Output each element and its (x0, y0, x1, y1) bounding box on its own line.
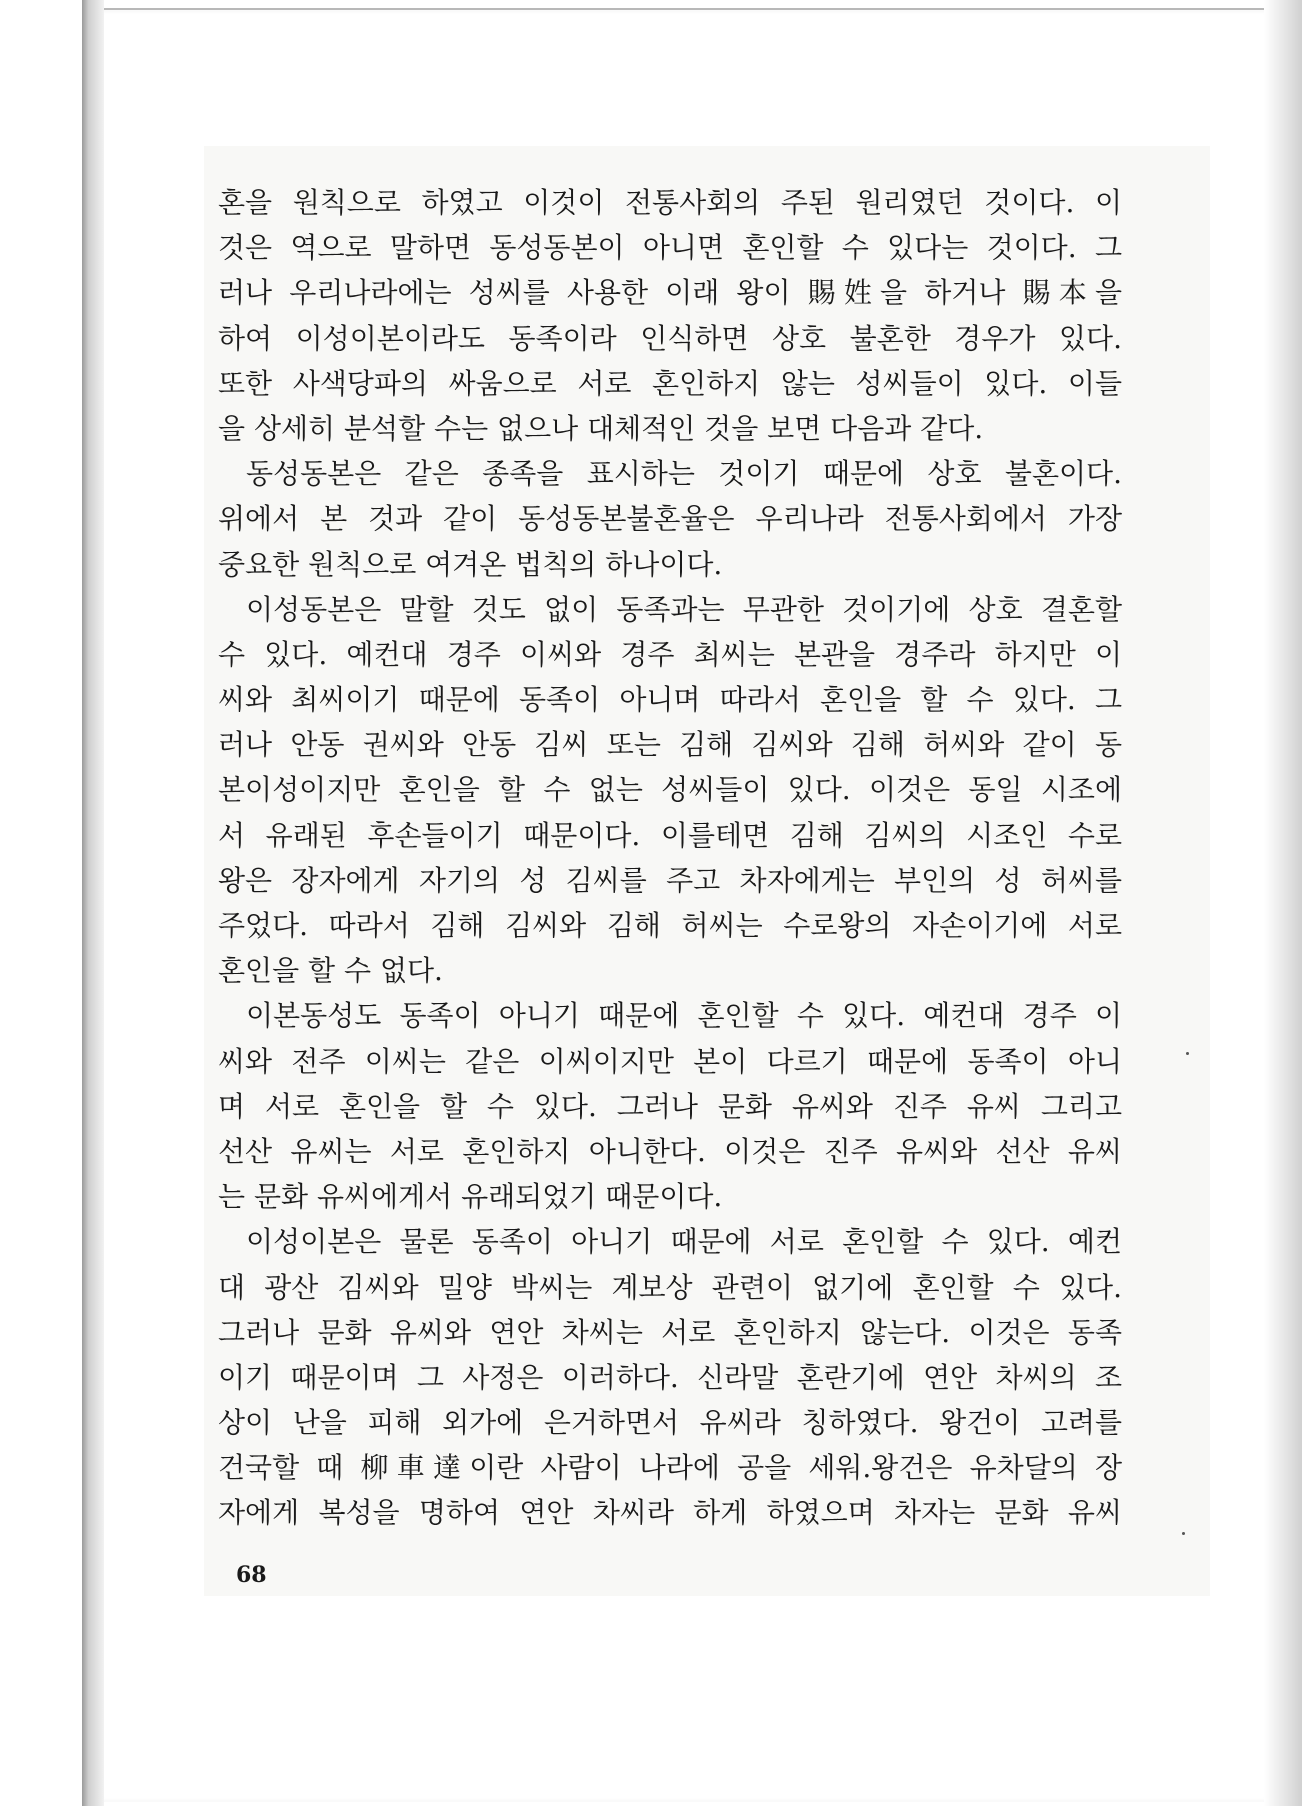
text-line: 또한 사색당파의 싸움으로 서로 혼인하지 않는 성씨들이 있다. 이들 (218, 366, 1122, 400)
text-line: 러나 안동 권씨와 안동 김씨 또는 김해 김씨와 김해 허씨와 같이 동 (218, 728, 1122, 762)
text-line: 주었다. 따라서 김해 김씨와 김해 허씨는 수로왕의 자손이기에 서로 (218, 909, 1122, 942)
text-line: 그러나 문화 유씨와 연안 차씨는 서로 혼인하지 않는다. 이것은 동족 (218, 1315, 1122, 1349)
text-line: 것은 역으로 말하면 동성동본이 아니면 혼인할 수 있다는 것이다. 그 (218, 231, 1122, 265)
text-line: 수 있다. 예컨대 경주 이씨와 경주 최씨는 본관을 경주라 하지만 이 (218, 637, 1122, 671)
text-line: 상이 난을 피해 외가에 은거하면서 유씨라 칭하였다. 왕건이 고려를 (218, 1406, 1122, 1440)
scan-speck (1182, 1532, 1185, 1535)
text-line: 씨와 최씨이기 때문에 동족이 아니며 따라서 혼인을 할 수 있다. 그 (218, 683, 1122, 717)
text-line: 이성동본은 말할 것도 없이 동족과는 무관한 것이기에 상호 결혼할 (246, 592, 1122, 626)
text-line: 대 광산 김씨와 밀양 박씨는 계보상 관련이 없기에 혼인할 수 있다. (218, 1270, 1122, 1304)
text-line: 건국할 때 柳車達이란 사람이 나라에 공을 세워.왕건은 유차달의 장 (218, 1451, 1122, 1485)
page-edge-shadow (1264, 0, 1302, 1806)
text-line: 이본동성도 동족이 아니기 때문에 혼인할 수 있다. 예컨대 경주 이 (246, 999, 1122, 1033)
text-line: 러나 우리나라에는 성씨를 사용한 이래 왕이 賜姓을 하거나 賜本을 (218, 276, 1122, 310)
text-line: 하여 이성이본이라도 동족이라 인식하면 상호 불혼한 경우가 있다. (218, 321, 1122, 355)
text-line: 서 유래된 후손들이기 때문이다. 이를테면 김해 김씨의 시조인 수로 (218, 818, 1122, 852)
text-line: 며 서로 혼인을 할 수 있다. 그러나 문화 유씨와 진주 유씨 그리고 (218, 1089, 1122, 1123)
text-line: 중요한 원칙으로 여겨온 법칙의 하나이다. (218, 547, 723, 581)
text-line: 위에서 본 것과 같이 동성동본불혼율은 우리나라 전통사회에서 가장 (218, 502, 1122, 536)
text-line: 본이성이지만 혼인을 할 수 없는 성씨들이 있다. 이것은 동일 시조에 (218, 773, 1122, 807)
page-binding-shadow (82, 0, 104, 1806)
page-number: 68 (236, 1562, 267, 1588)
text-line: 자에게 복성을 명하여 연안 차씨라 하게 하였으며 차자는 문화 유씨 (218, 1496, 1122, 1530)
body-text (218, 180, 1122, 1536)
text-line: 이기 때문이며 그 사정은 이러하다. 신라말 혼란기에 연안 차씨의 조 (218, 1360, 1122, 1394)
text-line: 씨와 전주 이씨는 같은 이씨이지만 본이 다르기 때문에 동족이 아니 (218, 1044, 1122, 1078)
text-line: 동성동본은 같은 종족을 표시하는 것이기 때문에 상호 불혼이다. (246, 457, 1122, 491)
scan-speck (1186, 1052, 1189, 1055)
text-line: 이성이본은 물론 동족이 아니기 때문에 서로 혼인할 수 있다. 예컨 (246, 1225, 1122, 1259)
text-line: 을 상세히 분석할 수는 없으나 대체적인 것을 보면 다음과 같다. (218, 411, 984, 445)
text-line: 혼인을 할 수 없다. (218, 954, 443, 988)
text-line: 왕은 장자에게 자기의 성 김씨를 주고 차자에게는 부인의 성 허씨를 (218, 863, 1122, 897)
text-line: 혼을 원칙으로 하였고 이것이 전통사회의 주된 원리였던 것이다. 이 (218, 186, 1122, 219)
text-line: 선산 유씨는 서로 혼인하지 아니한다. 이것은 진주 유씨와 선산 유씨 (218, 1134, 1122, 1168)
text-line: 는 문화 유씨에게서 유래되었기 때문이다. (218, 1180, 723, 1214)
